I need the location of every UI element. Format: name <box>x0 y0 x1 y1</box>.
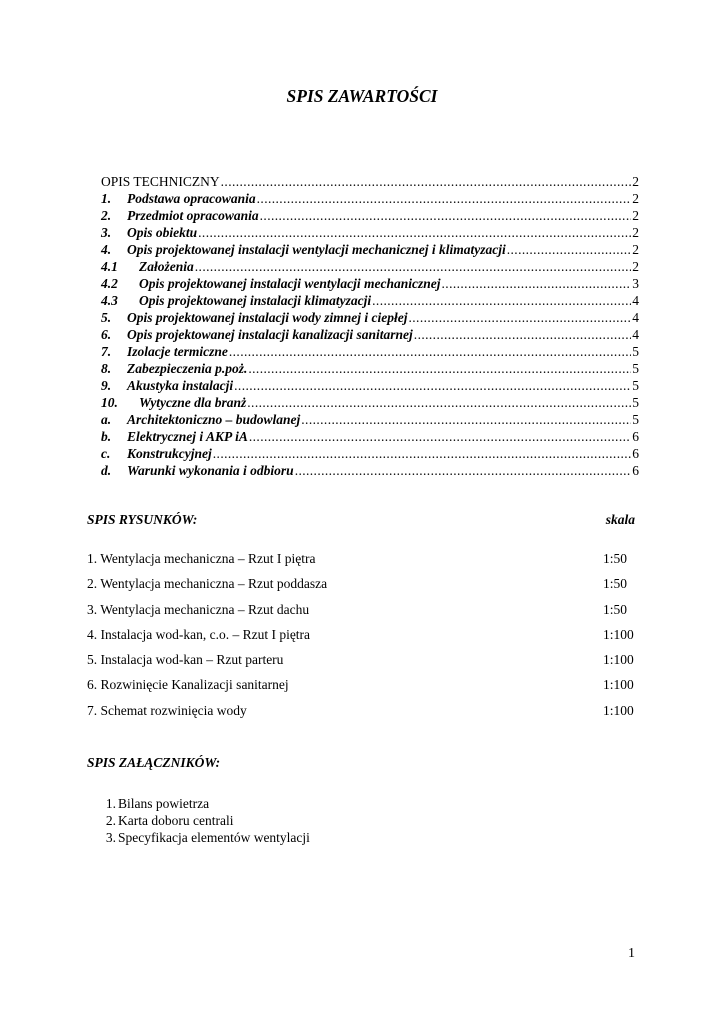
drawing-label: 2. Wentylacja mechaniczna – Rzut poddasza <box>87 576 328 592</box>
attachment-item <box>90 795 310 812</box>
toc-entry-title: OPIS TECHNICZNY <box>101 174 220 189</box>
toc-entry-page: 2 <box>632 242 639 257</box>
attachment-number: 2. <box>105 813 116 828</box>
toc-entry-page: 2 <box>632 225 639 240</box>
page-title: SPIS ZAWARTOŚCI <box>286 86 438 106</box>
toc-entry-title: Izolacje termiczne <box>127 344 228 359</box>
toc-entry-page: 2 <box>632 191 639 206</box>
toc-entry-number: 4.3 <box>101 293 118 308</box>
toc-entry-title: Opis projektowanej instalacji klimatyzacji <box>139 293 372 308</box>
toc-leader-dots <box>257 190 632 207</box>
drawing-label: 7. Schemat rozwinięcia wody <box>87 702 247 718</box>
drawing-label: 5. Instalacja wod-kan – Rzut parteru <box>87 652 284 668</box>
drawing-scale: 1:50 <box>603 576 628 592</box>
toc-entry-title: Zabezpieczenia p.poż. <box>127 361 248 376</box>
drawing-item <box>87 702 637 727</box>
toc-entry-page: 6 <box>632 446 639 461</box>
toc-entry-number: 3. <box>101 225 112 240</box>
toc-leader-dots <box>195 258 631 275</box>
toc-entry <box>101 224 639 241</box>
toc-entry-number: 8. <box>101 361 112 376</box>
toc-leader-dots <box>234 377 631 394</box>
attachment-number: 3. <box>105 830 116 845</box>
toc-entry-page: 2 <box>632 208 639 223</box>
attachment-number: 1. <box>105 796 116 811</box>
drawing-item <box>87 651 637 676</box>
toc-entry-number: b. <box>101 429 112 444</box>
toc-entry-page: 5 <box>632 395 639 410</box>
toc-entry <box>101 343 639 360</box>
toc-entry <box>101 394 639 411</box>
toc-entry-number: 2. <box>101 208 112 223</box>
toc-entry-number: 4. <box>101 242 112 257</box>
toc-entry-number: 10. <box>101 395 118 410</box>
drawing-scale: 1:50 <box>603 601 628 617</box>
drawing-item <box>87 626 637 651</box>
toc-entry-page: 5 <box>632 344 639 359</box>
toc-entry <box>101 428 639 445</box>
toc-entry <box>101 275 639 292</box>
toc-entry <box>101 326 639 343</box>
attachments-heading: SPIS ZAŁĄCZNIKÓW: <box>87 755 221 770</box>
table-of-contents <box>101 173 639 479</box>
toc-entry-title: Konstrukcyjnej <box>127 446 212 461</box>
toc-entry-title: Opis projektowanej instalacji kanalizacji sanitarnej <box>127 327 413 342</box>
toc-leader-dots <box>301 411 631 428</box>
attachment-label: Specyfikacja elementów wentylacji <box>118 830 310 845</box>
toc-leader-dots <box>372 292 631 309</box>
toc-leader-dots <box>198 224 631 241</box>
drawings-heading-row <box>87 512 635 528</box>
toc-leader-dots <box>442 275 632 292</box>
toc-entry-number: 6. <box>101 327 112 342</box>
toc-entry <box>101 207 639 224</box>
drawing-scale: 1:50 <box>603 551 628 566</box>
toc-entry <box>101 258 639 275</box>
toc-entry-number: 1. <box>101 191 112 206</box>
toc-entry-page: 6 <box>632 429 639 444</box>
toc-entry-title: Przedmiot opracowania <box>127 208 259 223</box>
toc-entry-number: 4.2 <box>101 276 118 291</box>
toc-entry <box>101 411 639 428</box>
toc-entry <box>101 173 639 190</box>
toc-entry-number: 9. <box>101 378 112 393</box>
toc-entry-title: Opis obiektu <box>127 225 198 240</box>
toc-entry-page: 2 <box>632 174 639 189</box>
attachment-item <box>90 829 310 846</box>
toc-leader-dots <box>213 445 631 462</box>
drawing-scale: 1:100 <box>603 702 634 718</box>
drawing-label: 6. Rozwinięcie Kanalizacji sanitarnej <box>87 677 289 693</box>
drawing-label: 1. Wentylacja mechaniczna – Rzut I piętra <box>87 551 316 566</box>
toc-leader-dots <box>229 343 631 360</box>
drawing-item <box>87 575 637 600</box>
toc-entry-title: Warunki wykonania i odbioru <box>127 463 294 478</box>
attachment-label: Bilans powietrza <box>118 796 210 811</box>
drawing-scale: 1:100 <box>603 677 634 693</box>
toc-entry-page: 2 <box>632 259 639 274</box>
toc-entry <box>101 445 639 462</box>
toc-entry-number: 4.1 <box>101 259 118 274</box>
toc-entry <box>101 360 639 377</box>
toc-entry-title: Elektrycznej i AKP iA <box>127 429 248 444</box>
toc-entry <box>101 377 639 394</box>
drawing-item <box>87 676 637 701</box>
toc-entry-title: Podstawa opracowania <box>127 191 256 206</box>
toc-entry-page: 4 <box>632 327 639 342</box>
toc-leader-dots <box>247 394 631 411</box>
toc-entry-page: 6 <box>632 463 639 478</box>
toc-entry-number: d. <box>101 463 112 478</box>
toc-entry-page: 4 <box>632 293 639 308</box>
drawing-label: 3. Wentylacja mechaniczna – Rzut dachu <box>87 601 310 617</box>
attachment-item <box>90 812 310 829</box>
toc-leader-dots <box>507 241 632 258</box>
toc-entry-title: Opis projektowanej instalacji wentylacji mechanicznej i klimatyzacji <box>127 242 506 257</box>
toc-leader-dots <box>260 207 632 224</box>
drawing-label: 4. Instalacja wod-kan, c.o. – Rzut I piętra <box>87 626 311 642</box>
toc-entry-number: a. <box>101 412 112 427</box>
toc-entry-title: Wytyczne dla branż <box>139 395 247 410</box>
toc-entry-page: 5 <box>632 378 639 393</box>
drawings-heading: SPIS RYSUNKÓW: <box>87 512 198 527</box>
drawing-item <box>87 550 637 575</box>
toc-leader-dots <box>414 326 631 343</box>
drawing-scale: 1:100 <box>603 626 634 642</box>
attachments-list <box>90 795 310 846</box>
attachments-heading-row <box>87 755 635 771</box>
toc-entry-title: Opis projektowanej instalacji wentylacji mechanicznej <box>139 276 441 291</box>
drawing-scale: 1:100 <box>603 652 634 668</box>
toc-leader-dots <box>249 428 631 445</box>
drawing-item <box>87 601 637 626</box>
toc-entry <box>101 292 639 309</box>
toc-leader-dots <box>221 173 632 190</box>
toc-entry <box>101 462 639 479</box>
toc-entry-number: 7. <box>101 344 112 359</box>
toc-entry-title: Opis projektowanej instalacji wody zimnej i ciepłej <box>127 310 408 325</box>
drawings-list <box>87 550 637 727</box>
scale-heading: skala <box>605 512 635 527</box>
toc-entry <box>101 309 639 326</box>
toc-leader-dots <box>409 309 632 326</box>
page-number: 1 <box>628 946 635 961</box>
attachment-label: Karta doboru centrali <box>118 813 234 828</box>
toc-entry-page: 5 <box>632 361 639 376</box>
toc-entry-page: 5 <box>632 412 639 427</box>
toc-entry-number: c. <box>101 446 111 461</box>
toc-entry-title: Architektoniczno – budowlanej <box>127 412 301 427</box>
toc-leader-dots <box>295 462 632 479</box>
toc-entry <box>101 241 639 258</box>
toc-entry-page: 3 <box>632 276 639 291</box>
toc-entry-page: 4 <box>632 310 639 325</box>
toc-leader-dots <box>248 360 631 377</box>
toc-entry-title: Założenia <box>139 259 194 274</box>
toc-entry <box>101 190 639 207</box>
toc-entry-title: Akustyka instalacji <box>127 378 234 393</box>
toc-entry-number: 5. <box>101 310 112 325</box>
